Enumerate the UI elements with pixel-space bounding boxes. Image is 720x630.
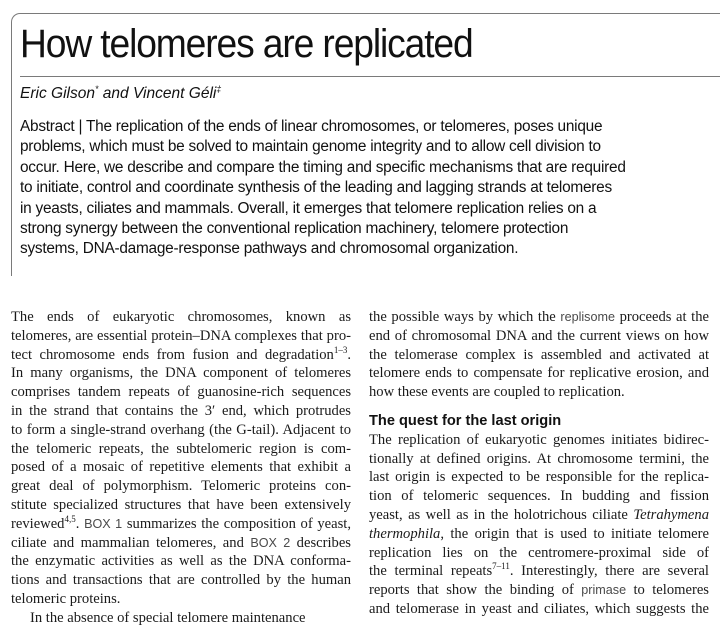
body-line: in the strand that contains the 3′ end, which protrudes xyxy=(11,402,351,419)
author-affiliation-mark: * xyxy=(95,84,99,94)
body-line: tions and transactions that are controlled by the human xyxy=(11,572,351,589)
citation-reference[interactable]: 4,5 xyxy=(64,513,76,524)
body-line: the terminal repeats$^{7-11}$. Interestingly, there are several xyxy=(369,561,709,580)
body-line: The ends of eukaryotic chromosomes, known as xyxy=(11,309,351,325)
abstract-line: strong synergy between the conventional replication machinery, telomere protection xyxy=(20,220,569,238)
author-name: Eric Gilson xyxy=(20,85,96,102)
section-heading: The quest for the last origin xyxy=(369,412,562,429)
body-line: yeast, as well as in the holotrichous ciliate Tetrahymena xyxy=(369,506,709,523)
abstract xyxy=(20,117,715,260)
abstract-line: Abstract | The replication of the ends of linear chromosomes, or telomeres, poses unique xyxy=(20,118,603,135)
abstract-line: to initiate, control and coordinate synthesis of the leading and lagging strands at telomeres xyxy=(20,179,612,197)
abstract-line: in yeasts, ciliates and mammals. Overall, it emerges that telomere replication relies on a xyxy=(20,199,597,217)
body-line: end of chromosomal DNA and the current views on how xyxy=(369,327,709,344)
title-divider xyxy=(20,76,720,77)
body-line: how these events are coupled to replication. xyxy=(369,384,625,401)
abstract-line: systems, DNA-damage-response pathways and chromosomal organization. xyxy=(20,240,519,258)
body-line: telomeric proteins. xyxy=(11,590,121,607)
body-column-left xyxy=(11,308,351,628)
body-line: and telomerase in yeast and ciliates, which suggests the xyxy=(369,600,709,617)
species-name: thermophila xyxy=(369,525,441,542)
body-line: tionally at defined origins. At chromosome termini, the xyxy=(369,450,709,467)
body-line: In many organisms, the DNA component of telomeres xyxy=(11,365,351,382)
body-line: replication lies on the centromere-proximal side of xyxy=(369,544,709,561)
body-line: The replication of eukaryotic genomes initiates bidirec- xyxy=(369,431,709,448)
body-line: tion of telomeric sequences. In budding and fission xyxy=(369,488,709,505)
author-joiner: and xyxy=(98,85,133,102)
abstract-label: Abstract | xyxy=(20,118,86,135)
body-line: the enzymatic activities as well as the DNA conforma- xyxy=(11,553,351,570)
body-line: thermophila, the origin that is used to initiate telomere xyxy=(369,525,709,542)
body-line: tect chromosome ends from fusion and degradation$^{1-3}$. xyxy=(11,344,351,363)
body-line: the possible ways by which the replisome proceeds at the xyxy=(369,309,710,325)
body-line: great deal of polymorphism. Telomeric proteins con- xyxy=(11,478,351,495)
body-line: stitute specialized structures that have been extensively xyxy=(11,496,351,513)
citation-reference[interactable]: 7–11 xyxy=(492,561,510,572)
body-column-right xyxy=(369,308,709,619)
body-line: posed of a mosaic of repetitive elements that exhibit a xyxy=(11,459,351,476)
box-2-link[interactable]: BOX 2 xyxy=(250,535,291,550)
body-line: ciliate and mammalian telomeres, and BOX 2 describes xyxy=(11,534,351,551)
author-affiliation-mark: ‡ xyxy=(216,84,222,94)
author-name: Vincent Géli xyxy=(132,85,217,102)
abstract-line: problems, which must be solved to maintain genome integrity and to allow cell division to xyxy=(20,138,601,156)
body-line: telomere ends to compensate for replicative erosion, and xyxy=(369,365,709,382)
body-line: the telomerase complex is assembled and activated at xyxy=(369,346,709,363)
body-line: In the absence of special telomere maintenance xyxy=(30,609,306,626)
abstract-line: occur. Here, we describe and compare the timing and specific mechanisms that are required xyxy=(20,158,626,176)
box-1-link[interactable]: BOX 1 xyxy=(84,516,123,531)
species-name: Tetrahymena xyxy=(633,506,709,523)
glossary-link-replisome[interactable]: replisome xyxy=(560,310,615,324)
author-line xyxy=(20,84,221,103)
body-line: reports that show the binding of primase to telomeres xyxy=(369,582,709,599)
glossary-link-primase[interactable]: primase xyxy=(581,583,627,598)
citation-reference[interactable]: 1–3 xyxy=(333,344,348,355)
article-title: How telomeres are replicated xyxy=(20,22,473,66)
body-line: comprises tandem repeats of guanosine-rich sequences xyxy=(11,384,351,401)
body-line: last origin is expected to be responsible for the replica- xyxy=(369,469,709,486)
body-line: reviewed$^{4,5}$. BOX 1 summarizes the composition of yeast, xyxy=(11,513,352,532)
body-line: telomeres, are essential protein–DNA complexes that pro- xyxy=(11,327,351,344)
body-line: to form a single-strand overhang (the G-tail). Adjacent to xyxy=(11,421,351,438)
body-line: the telomeric repeats, the subtelomeric region is com- xyxy=(11,440,351,457)
